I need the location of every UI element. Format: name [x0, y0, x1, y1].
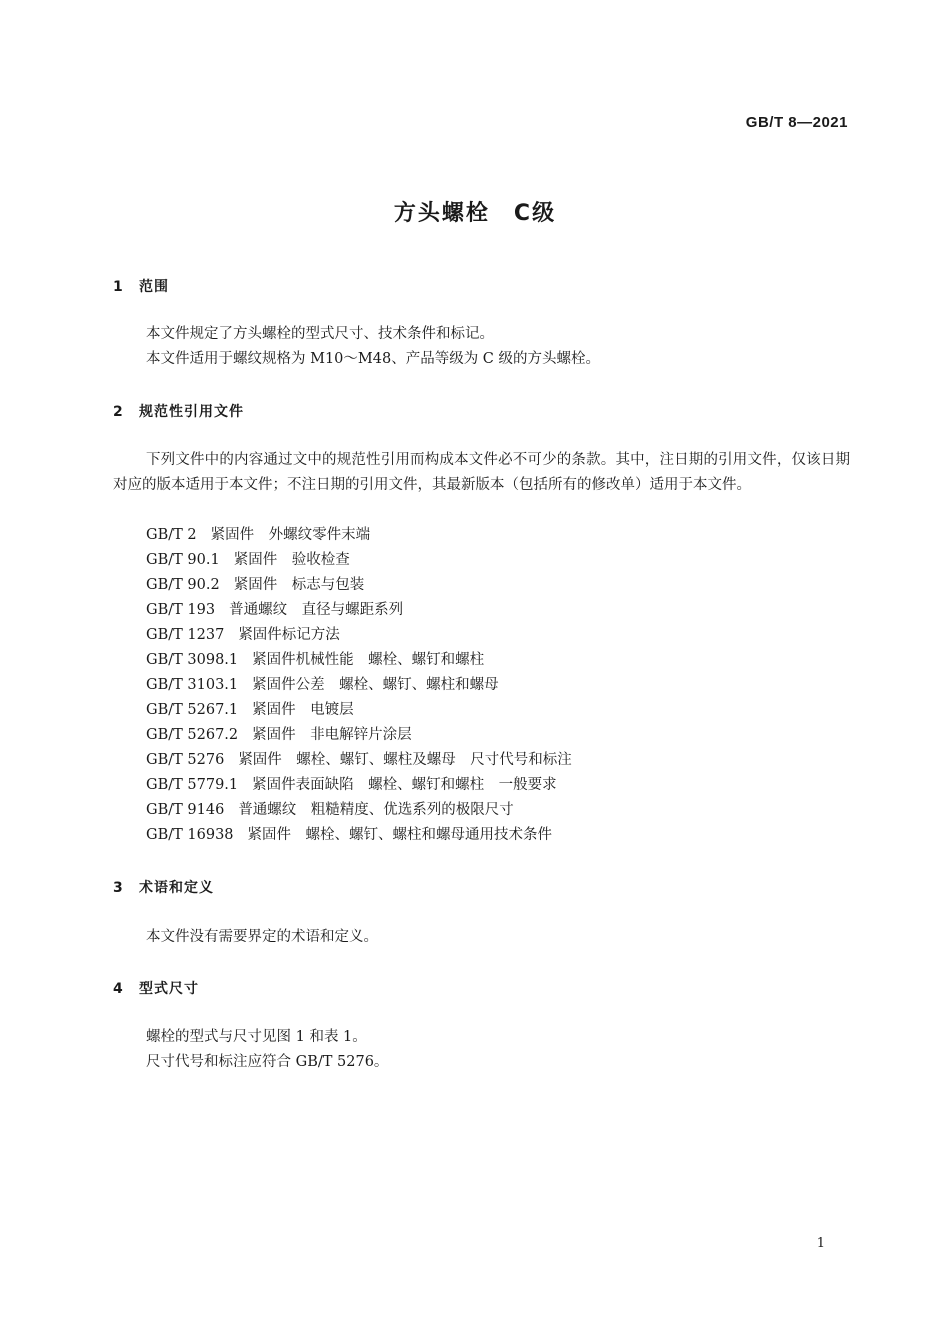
reference-item [146, 598, 572, 623]
reference-item [146, 748, 572, 773]
section-4-line-1: 螺栓的型式与尺寸见图 1 和表 1。 [146, 1029, 367, 1045]
reference-code: GB/T 16938 [146, 827, 234, 843]
reference-item [146, 548, 572, 573]
section-3-line-1: 本文件没有需要界定的术语和定义。 [146, 929, 378, 945]
reference-item [146, 523, 572, 548]
reference-code: GB/T 193 [146, 602, 216, 618]
normative-references-list [146, 523, 572, 848]
reference-item [146, 773, 572, 798]
reference-item [146, 648, 572, 673]
reference-code: GB/T 5267.2 [146, 727, 239, 743]
standard-code: GB/T 8—2021 [745, 114, 848, 131]
section-title: 范围 [139, 279, 169, 295]
section-2-intro: 下列文件中的内容通过文中的规范性引用而构成本文件必不可少的条款。其中，注日期的引用文件，仅该日期对应的版本适用于本文件；不注日期的引用文件，其最新版本（包括所有的修改单）适用于本文件。 [113, 452, 850, 493]
reference-title: 紧固件表面缺陷 螺栓、螺钉和螺柱 一般要求 [252, 777, 557, 793]
section-4-line-2: 尺寸代号和标注应符合 GB/T 5276。 [146, 1054, 389, 1070]
section-number: 3 [113, 880, 124, 896]
reference-code: GB/T 3098.1 [146, 652, 239, 668]
section-title: 型式尺寸 [139, 981, 199, 997]
section-1-line-2: 本文件适用于螺纹规格为 M10～M48、产品等级为 C 级的方头螺栓。 [146, 351, 601, 367]
section-number: 1 [113, 279, 124, 295]
reference-code: GB/T 1237 [146, 627, 225, 643]
section-4-heading [113, 978, 199, 998]
reference-item [146, 623, 572, 648]
reference-title: 紧固件标记方法 [238, 627, 340, 643]
section-3-heading [113, 877, 214, 897]
reference-code: GB/T 2 [146, 527, 197, 543]
section-1-line-1: 本文件规定了方头螺栓的型式尺寸、技术条件和标记。 [146, 326, 494, 342]
document-title: 方头螺栓 C级 [393, 201, 557, 226]
reference-title: 紧固件 螺栓、螺钉、螺柱及螺母 尺寸代号和标注 [238, 752, 572, 768]
reference-title: 紧固件 外螺纹零件末端 [210, 527, 371, 543]
reference-code: GB/T 9146 [146, 802, 225, 818]
reference-code: GB/T 90.1 [146, 552, 220, 568]
reference-code: GB/T 90.2 [146, 577, 220, 593]
reference-item [146, 673, 572, 698]
reference-code: GB/T 3103.1 [146, 677, 239, 693]
reference-title: 紧固件 螺栓、螺钉、螺柱和螺母通用技术条件 [247, 827, 553, 843]
reference-item [146, 698, 572, 723]
reference-title: 紧固件机械性能 螺栓、螺钉和螺柱 [252, 652, 485, 668]
reference-title: 普通螺纹 粗糙精度、优选系列的极限尺寸 [238, 802, 514, 818]
page-number: 1 [816, 1236, 825, 1251]
section-title: 术语和定义 [139, 880, 214, 896]
reference-code: GB/T 5267.1 [146, 702, 239, 718]
reference-title: 紧固件 标志与包装 [233, 577, 365, 593]
reference-code: GB/T 5779.1 [146, 777, 239, 793]
reference-item [146, 573, 572, 598]
reference-title: 紧固件公差 螺栓、螺钉、螺柱和螺母 [252, 677, 499, 693]
reference-title: 紧固件 电镀层 [252, 702, 354, 718]
reference-item [146, 723, 572, 748]
reference-title: 紧固件 非电解锌片涂层 [252, 727, 412, 743]
section-title: 规范性引用文件 [139, 404, 244, 420]
reference-item [146, 823, 572, 848]
reference-title: 紧固件 验收检查 [233, 552, 350, 568]
section-1-heading [113, 276, 169, 296]
section-number: 4 [113, 981, 124, 997]
section-number: 2 [113, 404, 124, 420]
reference-item [146, 798, 572, 823]
reference-code: GB/T 5276 [146, 752, 225, 768]
reference-title: 普通螺纹 直径与螺距系列 [229, 602, 404, 618]
section-2-heading [113, 401, 244, 421]
